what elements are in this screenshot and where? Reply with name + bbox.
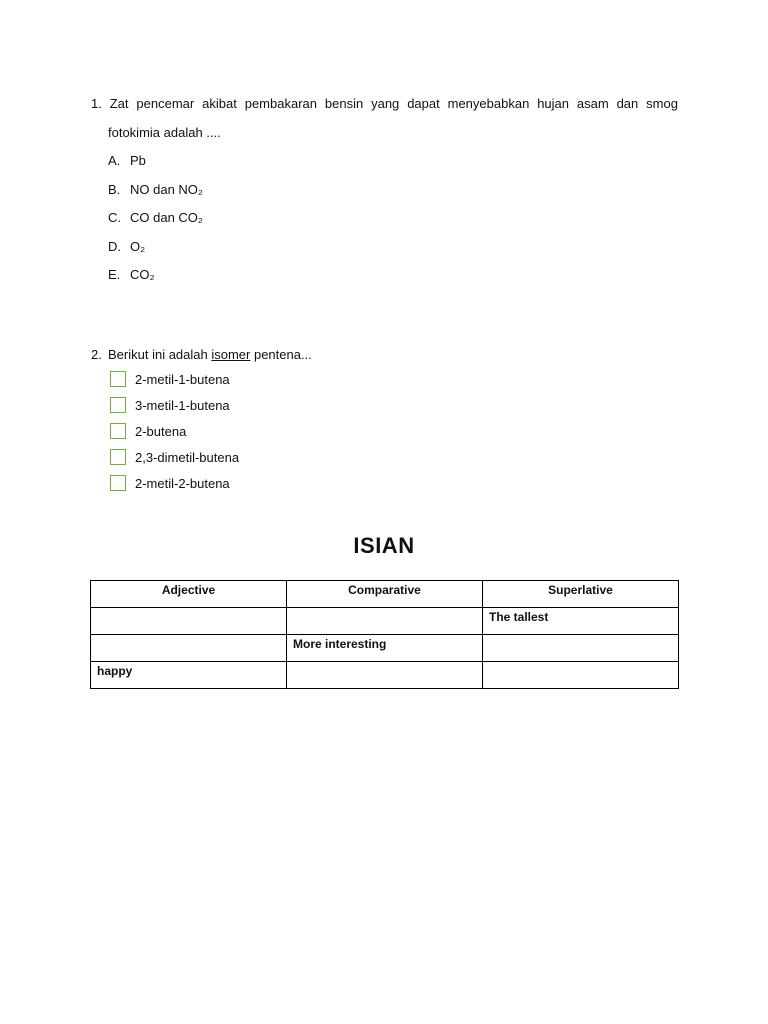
table-cell[interactable] (483, 635, 679, 662)
checkbox[interactable] (110, 475, 126, 491)
option-c[interactable] (91, 207, 678, 236)
question-1-stem-line-2: fotokimia adalah .... (108, 125, 221, 140)
table-row (91, 635, 679, 662)
checkbox-option[interactable] (91, 470, 491, 496)
checkbox[interactable] (110, 397, 126, 413)
checkbox-option[interactable] (91, 444, 491, 470)
stem-word: hujan (537, 96, 569, 111)
stem-text-after: pentena... (250, 347, 312, 362)
table-header-row (91, 581, 679, 608)
option-letter: C. (108, 210, 121, 225)
checkbox-option[interactable] (91, 392, 491, 418)
table-cell[interactable]: More interesting (287, 635, 483, 662)
question-number: 1. (91, 96, 102, 111)
stem-word: pembakaran (244, 96, 317, 111)
option-text: NO dan NO₂ (130, 181, 203, 197)
checkbox-option[interactable] (91, 366, 491, 392)
question-1-options (91, 150, 678, 293)
header-cell: Adjective (91, 581, 287, 608)
stem-word: menyebabkan (447, 96, 530, 111)
checkbox-label: 3-metil-1-butena (135, 397, 230, 413)
table-cell[interactable]: The tallest (483, 608, 679, 635)
question-number: 2. (91, 347, 102, 362)
stem-word: dan (616, 96, 639, 111)
header-cell: Comparative (287, 581, 483, 608)
table-row (91, 608, 679, 635)
option-text: CO dan CO₂ (130, 210, 203, 225)
stem-word: smog (646, 96, 678, 111)
stem-word: akibat (202, 96, 237, 111)
table-cell[interactable] (91, 635, 287, 662)
table-row (91, 662, 679, 689)
section-title: ISIAN (353, 533, 415, 558)
question-1 (91, 93, 678, 293)
checkbox-label: 2-metil-2-butena (135, 475, 230, 491)
header-cell: Superlative (483, 581, 679, 608)
question-1-stem-line (91, 93, 678, 115)
stem-word: Zat (109, 96, 129, 111)
option-a[interactable] (91, 150, 678, 179)
option-b[interactable] (91, 179, 678, 208)
checkbox-label: 2-metil-1-butena (135, 371, 230, 387)
stem-word: bensin (324, 96, 364, 111)
stem-text-before: Berikut ini adalah (108, 347, 212, 362)
checkbox-option[interactable] (91, 418, 491, 444)
option-d[interactable] (91, 236, 678, 265)
option-text: O₂ (130, 238, 146, 254)
question-2-stem (91, 344, 491, 366)
stem-underlined-term: isomer (211, 347, 251, 362)
table-cell[interactable] (483, 662, 679, 689)
checkbox[interactable] (110, 371, 126, 387)
question-2 (91, 344, 491, 496)
option-e[interactable] (91, 264, 678, 293)
stem-word: asam (576, 96, 609, 111)
option-letter: D. (108, 238, 121, 254)
checkbox-label: 2,3-dimetil-butena (135, 449, 240, 465)
option-letter: B. (108, 181, 121, 197)
option-letter: E. (108, 267, 121, 282)
stem-word: dapat (407, 96, 440, 111)
option-letter: A. (108, 153, 121, 168)
table-cell[interactable] (287, 608, 483, 635)
table-cell[interactable] (91, 608, 287, 635)
checkbox[interactable] (110, 449, 126, 465)
checkbox[interactable] (110, 423, 126, 439)
stem-word: yang (371, 96, 400, 111)
adjective-table (90, 580, 679, 689)
table-cell[interactable]: happy (91, 662, 287, 689)
stem-word: pencemar (136, 96, 195, 111)
table-cell[interactable] (287, 662, 483, 689)
option-text: CO₂ (130, 267, 155, 282)
option-text: Pb (130, 153, 146, 168)
checkbox-label: 2-butena (135, 423, 187, 439)
